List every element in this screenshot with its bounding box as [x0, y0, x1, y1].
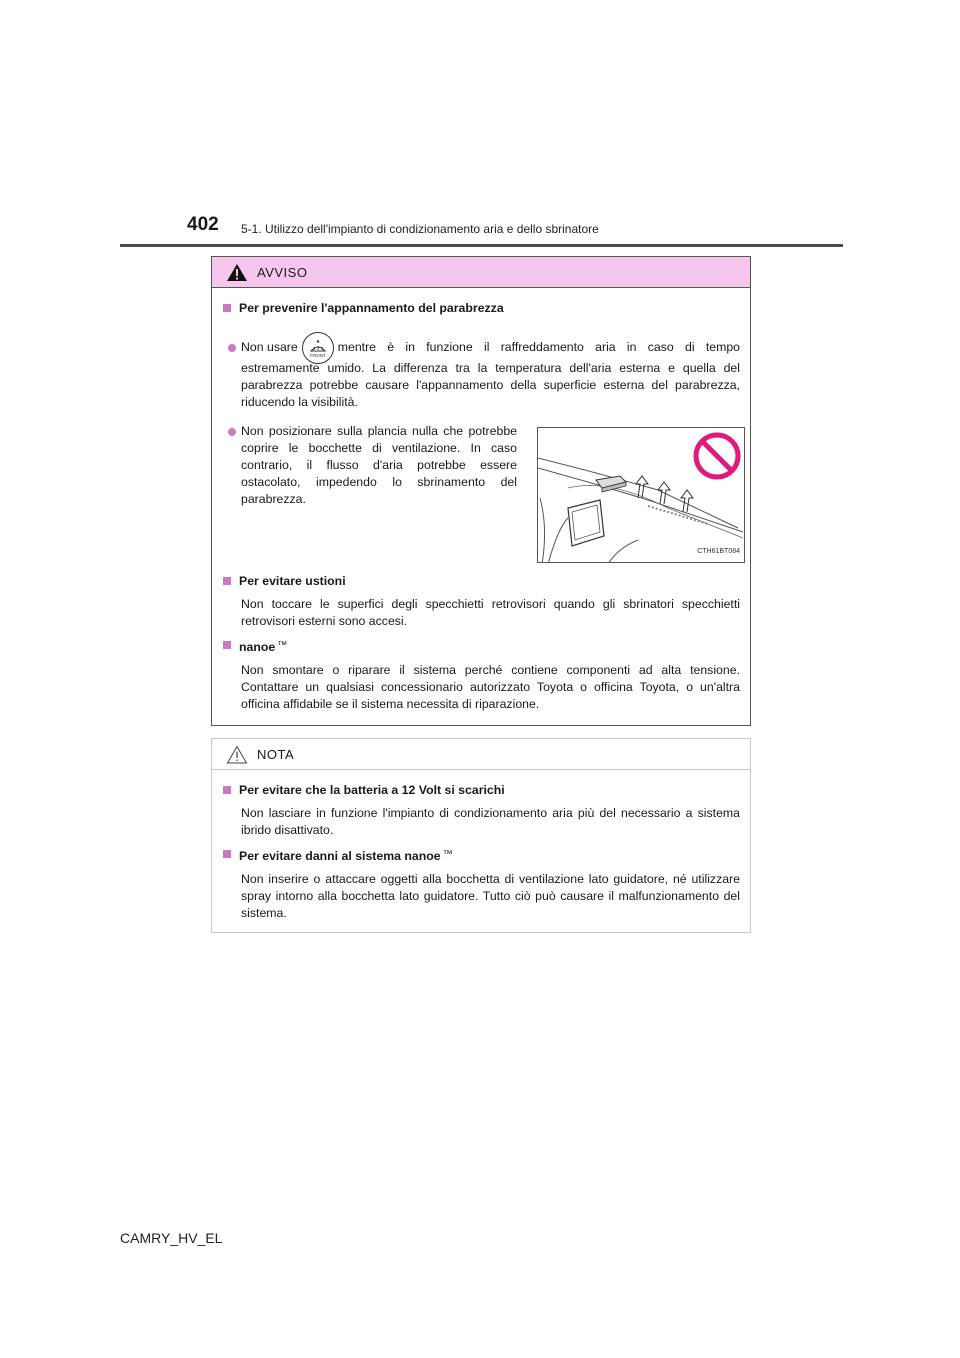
section-heading: nanoe ™: [222, 637, 740, 656]
warning-header: [212, 257, 750, 288]
section-heading: Per evitare danni al sistema nanoe ™: [222, 846, 740, 865]
page-number: 402: [187, 214, 219, 235]
section-title: 5-1. Utilizzo dell'impianto di condizionamento aria e dello sbrinatore: [241, 222, 599, 236]
square-bullet-icon: [223, 641, 231, 649]
section-heading: Per prevenire l'appannamento del parabrezza: [222, 300, 740, 317]
prohibition-icon: [696, 435, 738, 477]
image-code: CTH61BT084: [697, 548, 740, 555]
bullet-item: Non posizionare sulla plancia nulla che potrebbe coprire le bocchette di ventilazione. In caso contrario, il flusso d'aria potrebbe essere ostacolato, impedendo lo sbrinamento del parabrezza.: [222, 423, 517, 508]
note-header: [212, 739, 750, 770]
model-code: CAMRY_HV_EL: [120, 1230, 223, 1246]
section-text: Non lasciare in funzione l'impianto di condizionamento aria più del necessario a sistema ibrido disattivato.: [241, 806, 740, 837]
section-text: Non toccare le superfici degli specchietti retrovisori quando gli sbrinatori specchietti retrovisori esterni sono accesi.: [241, 597, 740, 628]
round-bullet-icon: [228, 344, 236, 352]
round-bullet-icon: [228, 428, 236, 436]
warning-triangle-icon: [226, 263, 248, 282]
page-header: [187, 214, 837, 242]
dashboard-illustration: [537, 427, 745, 563]
section-heading: Per evitare ustioni: [222, 573, 740, 590]
section-text: Non smontare o riparare il sistema perché contiene componenti ad alta tensione. Contattare un qualsiasi concessionario autorizzato Toyota o officina Toyota, o un'altra officina affidabile se il sistema necessita di riparazione.: [241, 663, 740, 711]
front-defroster-icon: [302, 332, 334, 364]
square-bullet-icon: [223, 304, 231, 312]
header-rule: [120, 244, 843, 247]
warning-label: AVVISO: [257, 265, 308, 280]
bullet-item: Non usare FRONT mentre è in funzione il raffreddamento aria in caso di tempo estremamente umido. La differenza tra la temperatura dell'aria esterna e quella del parabrezza potrebbe causare l'appannamento della superficie esterna del parabrezza, riducendo la visibilità.: [222, 339, 740, 411]
square-bullet-icon: [223, 850, 231, 858]
warning-box: [211, 256, 751, 726]
section-heading: Per evitare che la batteria a 12 Volt si scarichi: [222, 782, 740, 799]
square-bullet-icon: [223, 786, 231, 794]
note-label: NOTA: [257, 747, 295, 762]
svg-text:FRONT: FRONT: [310, 352, 326, 358]
caution-triangle-icon: [226, 745, 248, 764]
note-box: [211, 738, 751, 933]
section-text: Non inserire o attaccare oggetti alla bocchetta di ventilazione lato guidatore, né utilizzare spray intorno alla bocchetta lato guidatore. Tutto ciò può causare il malfunzionamento del sistema.: [241, 872, 740, 920]
square-bullet-icon: [223, 577, 231, 585]
